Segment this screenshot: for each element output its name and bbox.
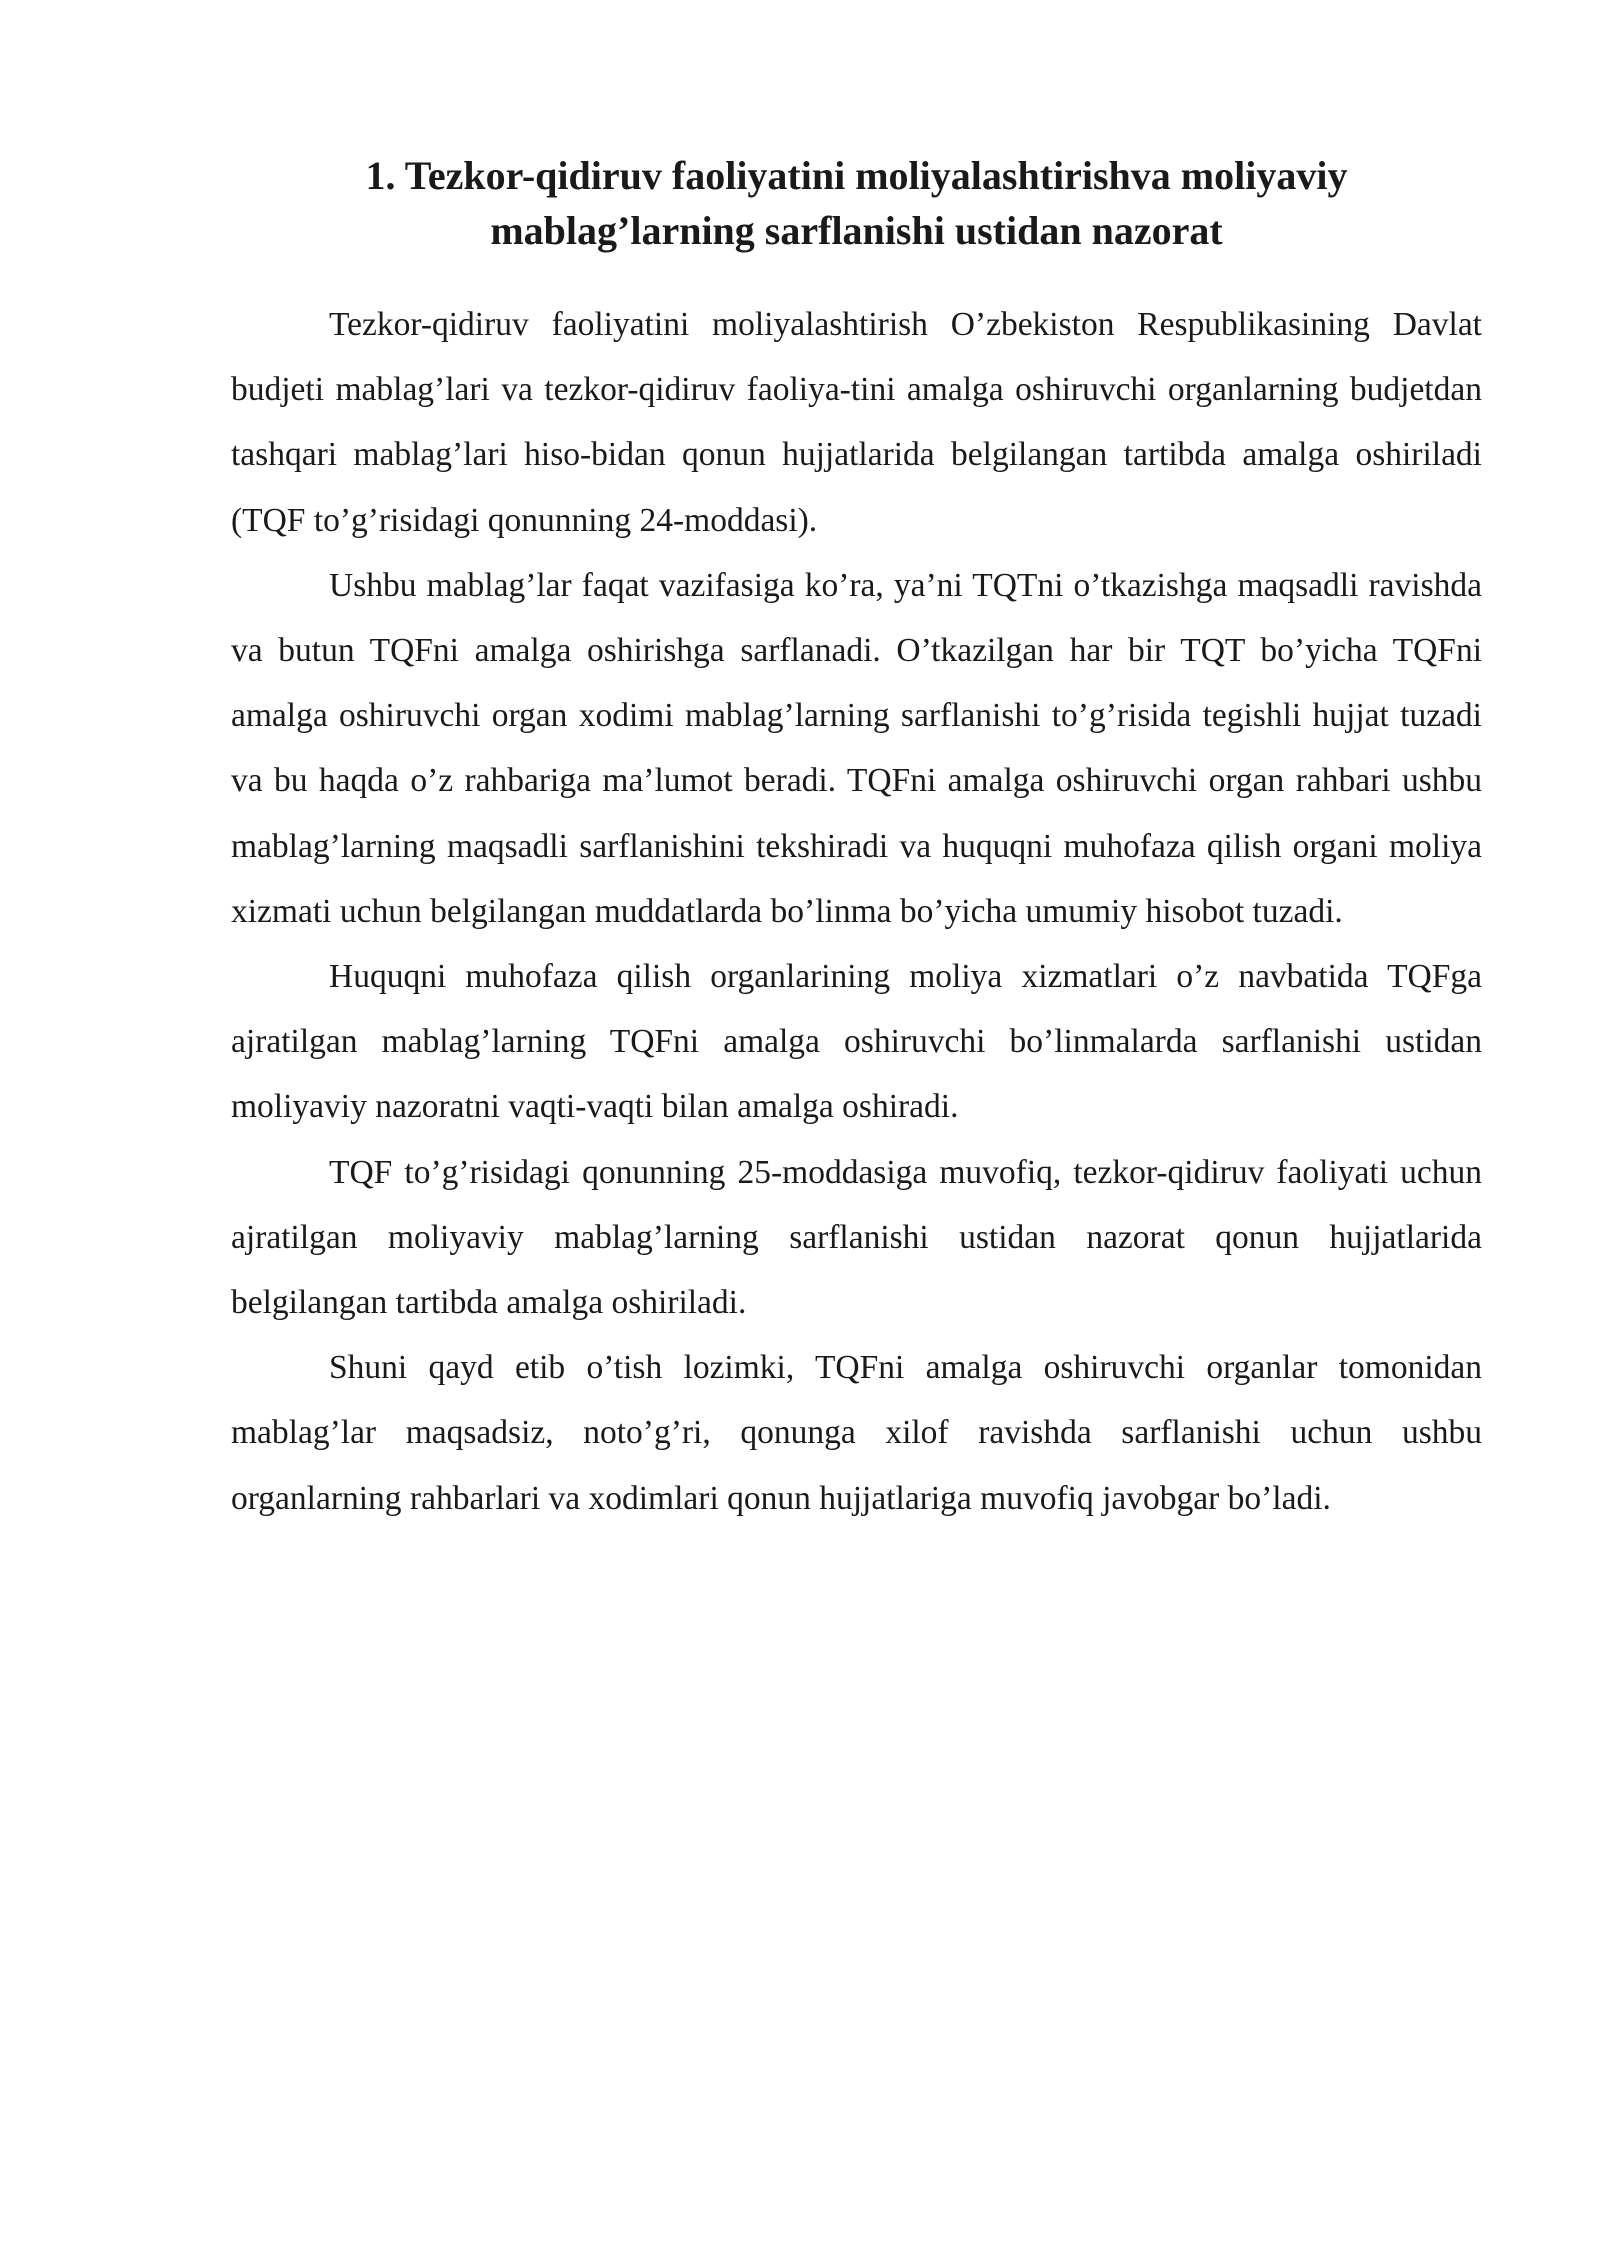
paragraph-3: Huquqni muhofaza qilish organlarining moliya xizmatlari o’z navbatida TQFga ajratilgan mablag’larning TQFni amalga oshiruvchi bo’linmalarda sarflanishi ustidan moliyaviy nazoratni vaqti-vaqti bilan amalga oshiradi. — [231, 958, 1482, 1126]
section-title — [231, 148, 1482, 258]
paragraph-1: Tezkor-qidiruv faoliyatini moliyalashtirish O’zbekiston Respublikasining Davlat budjeti mablag’lari va tezkor-qidiruv faoliya-tini amalga oshiruvchi organlarning budjetdan tashqari mablag’lari hiso-bidan qonun hujjatlarida belgilangan tartibda amalga oshiriladi (TQF to’g’risidagi qonunning 24-moddasi). — [231, 306, 1482, 539]
section-title-line-1: 1. Tezkor-qidiruv faoliyatini moliyalashtirishva moliyaviy — [365, 153, 1348, 198]
paragraph-4: TQF to’g’risidagi qonunning 25-moddasiga muvofiq, tezkor-qidiruv faoliyati uchun ajratilgan moliyaviy mablag’larning sarflanishi ustidan nazorat qonun hujjatlarida belgilangan tartibda amalga oshiriladi. — [231, 1153, 1482, 1322]
paragraph-2: Ushbu mablag’lar faqat vazifasiga ko’ra, ya’ni TQTni o’tkazishga maqsadli ravishda va butun TQFni amalga oshirishga sarflanadi. O’tkazilgan har bir TQT bo’yicha TQFni amalga oshiruvchi organ xodimi mablag’larning sarflanishi to’g’risida tegishli hujjat tuzadi va bu haqda o’z rahbariga ma’lumot beradi. TQFni amalga oshiruvchi organ rahbari ushbu mablag’larning maqsadli sarflanishini tekshiradi va huquqni muhofaza qilish organi moliya xizmati uchun belgilangan muddatlarda bo’linma bo’yicha umumiy hisobot tuzadi. — [231, 566, 1482, 930]
section-title-line-2: mablag’larning sarflanishi ustidan nazorat — [490, 208, 1223, 253]
paragraph-5: Shuni qayd etib o’tish lozimki, TQFni amalga oshiruvchi organlar tomonidan mablag’lar maqsadsiz, noto’g’ri, qonunga xilof ravishda sarflanishi uchun ushbu organlarning rahbarlari va xodimlari qonun hujjatlariga muvofiq javobgar bo’ladi. — [231, 1349, 1482, 1517]
